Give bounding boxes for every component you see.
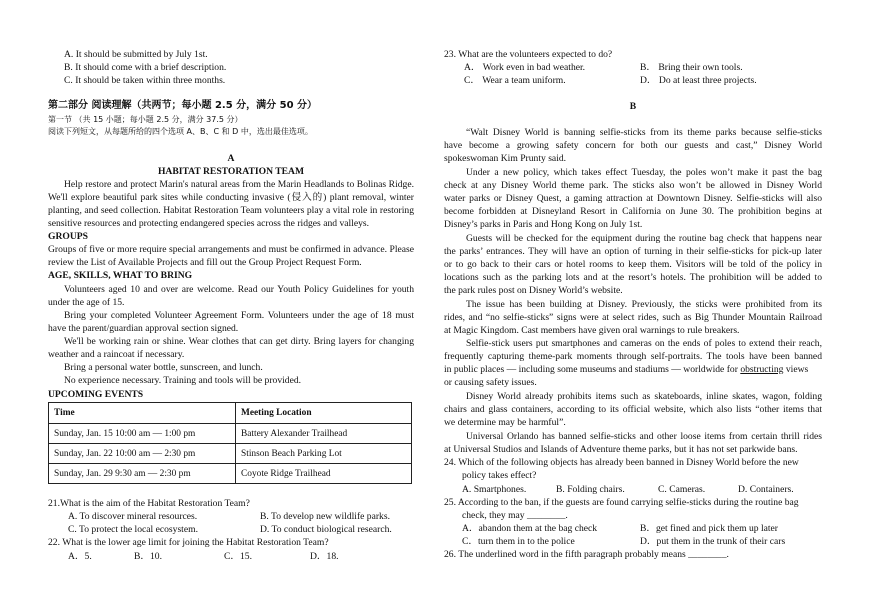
age-line-4: have the parent/guardian approval section signed. (48, 323, 239, 334)
q26-stem: 26. The underlined word in the fifth paragraph probably means ________. (444, 549, 729, 560)
q21-option-d: D. To conduct biological research. (260, 524, 392, 535)
age-line-3: Bring your completed Volunteer Agreement Form. Volunteers under the age of 18 must (64, 310, 414, 321)
intro-line-4: sensitive resources and protecting endangered species across the ridges and valleys. (48, 218, 370, 229)
age-line-7: Bring a personal water bottle, sunscreen, and lunch. (64, 362, 263, 373)
section-note: 第一节 （共 15 小题；每小题 2.5 分，满分 37.5 分） (48, 115, 243, 124)
col-header-time: Time (49, 403, 236, 424)
underlined-word: obstructing (740, 364, 784, 375)
event-time: Sunday, Jan. 15 10:00 am — 1:00 pm (49, 424, 236, 444)
p5-line-2: frequently capturing theme-park moments through self-portraits. The tools have been banned (444, 351, 822, 362)
col-header-location: Meeting Location (236, 403, 412, 424)
q23-option-d: D． Do at least three projects. (640, 75, 757, 86)
p5-line-4: or causing safety issues. (444, 377, 537, 388)
groups-heading: GROUPS (48, 231, 88, 242)
p3-line-4: locations such as the parking lots and at the resort’s hotels. The prohibition will be added to (444, 272, 822, 283)
q21-stem: 21.What is the aim of the Habitat Restoration Team? (48, 498, 250, 509)
q22-option-d: D．18. (310, 551, 339, 562)
p6-line-3: we determine may be harmful”. (444, 417, 566, 428)
table-row (49, 424, 412, 444)
p2-line-1: Under a new policy, which takes effect Tuesday, the poles won’t make it past the bag (466, 167, 822, 178)
age-line-2: under the age of 15. (48, 297, 125, 308)
p2-line-2: check at any Disney World theme park. The sticks also won’t be allowed in Disney World (444, 180, 822, 191)
q24-option-a: A. Smartphones. (462, 484, 527, 495)
groups-line-1: Groups of five or more require special arrangements and must be confirmed in advance. Please (48, 244, 414, 255)
age-line-6: weather and a raincoat if necessary. (48, 349, 185, 360)
p4-line-1: The issue has been building at Disney. Previously, the sticks were prohibited from its (466, 299, 822, 310)
q22-option-b: B．10. (134, 551, 162, 562)
prev-option-b: B. It should come with a brief description. (64, 62, 227, 73)
age-line-1: Volunteers aged 10 and over are welcome. Read our Youth Policy Guidelines for youth (64, 284, 414, 295)
table-row (49, 464, 412, 484)
passage-a-letter: A (227, 153, 235, 164)
p7-line-2: at Universal Studios and Islands of Adventure theme parks, but it has not set parkwide bans. (444, 444, 798, 455)
p2-line-4: become forbidden at Disneyland Resort in California on June 30. The prohibition begins at (444, 206, 822, 217)
p1-line-3: spokeswoman Kim Prunty said. (444, 153, 567, 164)
intro-line-1: Help restore and protect Marin's natural areas from the Marin Headlands to Bolinas Ridge. (64, 179, 414, 190)
p3-line-1: Guests will be checked for the equipment during the routine bag check that happens near (466, 233, 822, 244)
q21-option-b: B. To develop new wildlife parks. (260, 511, 390, 522)
intro-line-2: We'll explore beautiful park sites while conducting invasive (侵入的) plant removal, winter (48, 192, 414, 203)
p5-line-3-tail: views (783, 364, 809, 375)
table-row (49, 444, 412, 464)
q23-stem: 23. What are the volunteers expected to do? (444, 49, 613, 60)
passage-a-title: HABITAT RESTORATION TEAM (157, 166, 305, 177)
instruction: 阅读下列短文，从每题所给的四个选项 A、B、C 和 D 中，选出最佳选项。 (48, 127, 313, 136)
intro-line-3: planting, and seed collection. Habitat Restoration Team volunteers play a vital role in restoring (48, 205, 414, 216)
q22-option-c: C．15. (224, 551, 252, 562)
p7-line-1: Universal Orlando has banned selfie-sticks and other loose items from certain thrill rides (466, 431, 822, 442)
p6-line-2: chairs and glass containers, according to its official website, which also lists “other items that (444, 404, 822, 415)
q23-option-a: A． Work even in bad weather. (464, 62, 586, 73)
q21-option-c: C. To protect the local ecosystem. (68, 524, 198, 535)
q25-stem-2: check, they may ________. (462, 510, 568, 521)
events-heading: UPCOMING EVENTS (48, 389, 144, 400)
groups-line-2: review the List of Available Projects and fill out the Group Project Request Form. (48, 257, 362, 268)
q25-option-d: D．put them in the trunk of their cars (640, 536, 786, 547)
q24-option-b: B. Folding chairs. (556, 484, 625, 495)
p5-line-1: Selfie-stick users put smartphones and cameras on the ends of poles to extend their reach, (466, 338, 822, 349)
p2-line-5: Disney’s parks in Paris and Hong Kong on July 1st. (444, 219, 643, 230)
table-header-row (49, 403, 412, 424)
age-line-5: We'll be working rain or shine. Wear clothes that can get dirty. Bring layers for changing (64, 336, 414, 347)
q23-option-b: B． Bring their own tools. (640, 62, 743, 73)
q22-stem: 22. What is the lower age limit for joining the Habitat Restoration Team? (48, 537, 329, 548)
event-location: Coyote Ridge Trailhead (236, 464, 412, 484)
q25-option-b: B．get fined and pick them up later (640, 523, 779, 534)
q24-option-d: D. Containers. (738, 484, 794, 495)
event-time: Sunday, Jan. 22 10:00 am — 2:30 pm (49, 444, 236, 464)
p4-line-3: at Magic Kingdom. Cast members have given oral warnings to rule breakers. (444, 325, 740, 336)
q22-option-a: A．5. (68, 551, 92, 562)
p1-line-1: “Walt Disney World is banning selfie-sticks from its theme parks because selfie-sticks (466, 127, 822, 138)
p2-line-3: water parks or Disney Quest, a gaming attraction at Downtown Disney. Selfie-sticks will also (444, 193, 822, 204)
event-location: Battery Alexander Trailhead (236, 424, 412, 444)
p6-line-1: Disney World already prohibits items such as skateboards, inline skates, wagon, folding (466, 391, 822, 402)
q24-stem-2: policy takes effect? (462, 470, 537, 481)
p5-line-3-text: in public places — including some museums and stadiums — worldwide for (444, 364, 738, 375)
q25-option-c: C．turn them in to the police (462, 536, 575, 547)
q23-option-c: C． Wear a team uniform. (464, 75, 566, 86)
prev-option-c: C. It should be taken within three months. (64, 75, 226, 86)
q24-stem-1: 24. Which of the following objects has already been banned in Disney World before the new (444, 457, 799, 468)
passage-b-letter: B (629, 101, 637, 112)
age-line-8: No experience necessary. Training and tools will be provided. (64, 375, 302, 386)
events-table (48, 402, 412, 484)
q24-option-c: C. Cameras. (658, 484, 706, 495)
p3-line-5: the park rules post on Disney World’s website. (444, 285, 623, 296)
p5-line-3 (444, 364, 822, 376)
age-heading: AGE, SKILLS, WHAT TO BRING (48, 270, 193, 281)
event-time: Sunday, Jan. 29 9:30 am — 2:30 pm (49, 464, 236, 484)
event-location: Stinson Beach Parking Lot (236, 444, 412, 464)
q25-option-a: A．abandon them at the bag check (462, 523, 598, 534)
q21-option-a: A. To discover mineral resources. (68, 511, 198, 522)
p3-line-3: or to go back to their cars or hotel rooms to keep them. Visitors will be told of the policy in (444, 259, 822, 270)
q25-stem-1: 25. According to the ban, if the guests are found carrying selfie-sticks during the routine bag (444, 497, 799, 508)
prev-option-a: A. It should be submitted by July 1st. (64, 49, 208, 60)
p3-line-2: the parks’ entrances. They will have an option of turning in their selfie-sticks for pick-up later (444, 246, 822, 257)
p4-line-2: rides, and “no selfie-sticks” signs were at select rides, such as Big Thunder Mountain Railroad (444, 312, 822, 323)
p1-line-2: have become a growing safety concern for both our guests and cast,” Disney World (444, 140, 822, 151)
part-title: 第二部分 阅读理解（共两节；每小题 2.5 分，满分 50 分） (48, 100, 318, 111)
